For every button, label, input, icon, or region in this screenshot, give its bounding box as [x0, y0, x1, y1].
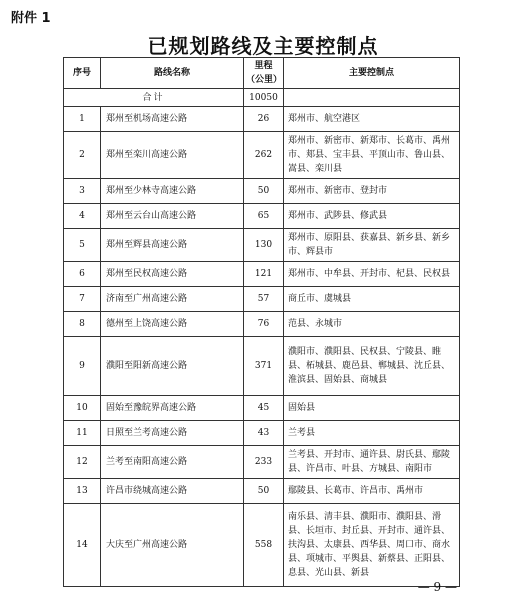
total-row [64, 89, 460, 107]
table-row [64, 421, 460, 446]
route-name: 郑州至辉县高速公路 [101, 229, 244, 262]
control-points: 郑州市、航空港区 [284, 107, 460, 132]
route-name: 兰考至南阳高速公路 [101, 446, 244, 479]
total-points-empty [284, 89, 460, 107]
route-length: 43 [244, 421, 284, 446]
table-row [64, 446, 460, 479]
table-header-row [64, 58, 460, 89]
route-length: 45 [244, 396, 284, 421]
table-row [64, 132, 460, 179]
header-no: 序号 [64, 58, 101, 89]
route-length: 57 [244, 287, 284, 312]
control-points: 鄢陵县、长葛市、许昌市、禹州市 [284, 479, 460, 504]
table-row [64, 229, 460, 262]
route-length: 130 [244, 229, 284, 262]
route-length: 233 [244, 446, 284, 479]
row-number: 13 [64, 479, 101, 504]
route-name: 濮阳至阳新高速公路 [101, 337, 244, 396]
row-number: 3 [64, 179, 101, 204]
row-number: 4 [64, 204, 101, 229]
row-number: 6 [64, 262, 101, 287]
route-length: 262 [244, 132, 284, 179]
table-row [64, 262, 460, 287]
route-name: 固始至豫皖界高速公路 [101, 396, 244, 421]
route-length: 558 [244, 504, 284, 587]
route-length: 50 [244, 179, 284, 204]
table-row [64, 179, 460, 204]
table-row [64, 396, 460, 421]
route-name: 大庆至广州高速公路 [101, 504, 244, 587]
route-name: 郑州至栾川高速公路 [101, 132, 244, 179]
route-length: 76 [244, 312, 284, 337]
control-points: 固始县 [284, 396, 460, 421]
total-label: 合计 [64, 89, 244, 107]
header-name: 路线名称 [101, 58, 244, 89]
header-points: 主要控制点 [284, 58, 460, 89]
attachment-label: 附件 1 [11, 11, 51, 26]
route-length: 26 [244, 107, 284, 132]
control-points: 郑州市、新密市、新郑市、长葛市、禹州市、郏县、宝丰县、平顶山市、鲁山县、嵩县、栾川县 [284, 132, 460, 179]
table-row [64, 337, 460, 396]
row-number: 11 [64, 421, 101, 446]
row-number: 1 [64, 107, 101, 132]
route-table [63, 57, 460, 587]
route-name: 郑州至机场高速公路 [101, 107, 244, 132]
row-number: 12 [64, 446, 101, 479]
route-name: 德州至上饶高速公路 [101, 312, 244, 337]
route-name: 济南至广州高速公路 [101, 287, 244, 312]
row-number: 9 [64, 337, 101, 396]
row-number: 7 [64, 287, 101, 312]
table-row [64, 204, 460, 229]
route-length: 121 [244, 262, 284, 287]
table-row [64, 479, 460, 504]
row-number: 2 [64, 132, 101, 179]
route-name: 许昌市绕城高速公路 [101, 479, 244, 504]
control-points: 濮阳市、濮阳县、民权县、宁陵县、睢县、柘城县、鹿邑县、郸城县、沈丘县、淮滨县、固始县、商城县 [284, 337, 460, 396]
route-name: 郑州至云台山高速公路 [101, 204, 244, 229]
row-number: 5 [64, 229, 101, 262]
control-points: 郑州市、新密市、登封市 [284, 179, 460, 204]
document-title: 已规划路线及主要控制点 [147, 34, 379, 58]
page-number: — 9 — [417, 580, 457, 594]
route-length: 65 [244, 204, 284, 229]
control-points: 郑州市、武陟县、修武县 [284, 204, 460, 229]
row-number: 8 [64, 312, 101, 337]
total-length: 10050 [244, 89, 284, 107]
control-points: 兰考县 [284, 421, 460, 446]
control-points: 商丘市、虞城县 [284, 287, 460, 312]
table-row [64, 107, 460, 132]
route-name: 郑州至少林寺高速公路 [101, 179, 244, 204]
route-name: 日照至兰考高速公路 [101, 421, 244, 446]
route-length: 371 [244, 337, 284, 396]
route-length: 50 [244, 479, 284, 504]
control-points: 郑州市、中牟县、开封市、杞县、民权县 [284, 262, 460, 287]
control-points: 南乐县、清丰县、濮阳市、濮阳县、滑县、长垣市、封丘县、开封市、通许县、扶沟县、太康县、西华县、周口市、商水县、项城市、平舆县、新蔡县、正阳县、息县、光山县、新县 [284, 504, 460, 587]
header-length: 里程（公里） [244, 58, 284, 89]
route-name: 郑州至民权高速公路 [101, 262, 244, 287]
table-row [64, 504, 460, 587]
control-points: 兰考县、开封市、通许县、尉氏县、鄢陵县、许昌市、叶县、方城县、南阳市 [284, 446, 460, 479]
table-row [64, 287, 460, 312]
table-row [64, 312, 460, 337]
row-number: 10 [64, 396, 101, 421]
control-points: 范县、永城市 [284, 312, 460, 337]
control-points: 郑州市、原阳县、获嘉县、新乡县、新乡市、辉县市 [284, 229, 460, 262]
row-number: 14 [64, 504, 101, 587]
